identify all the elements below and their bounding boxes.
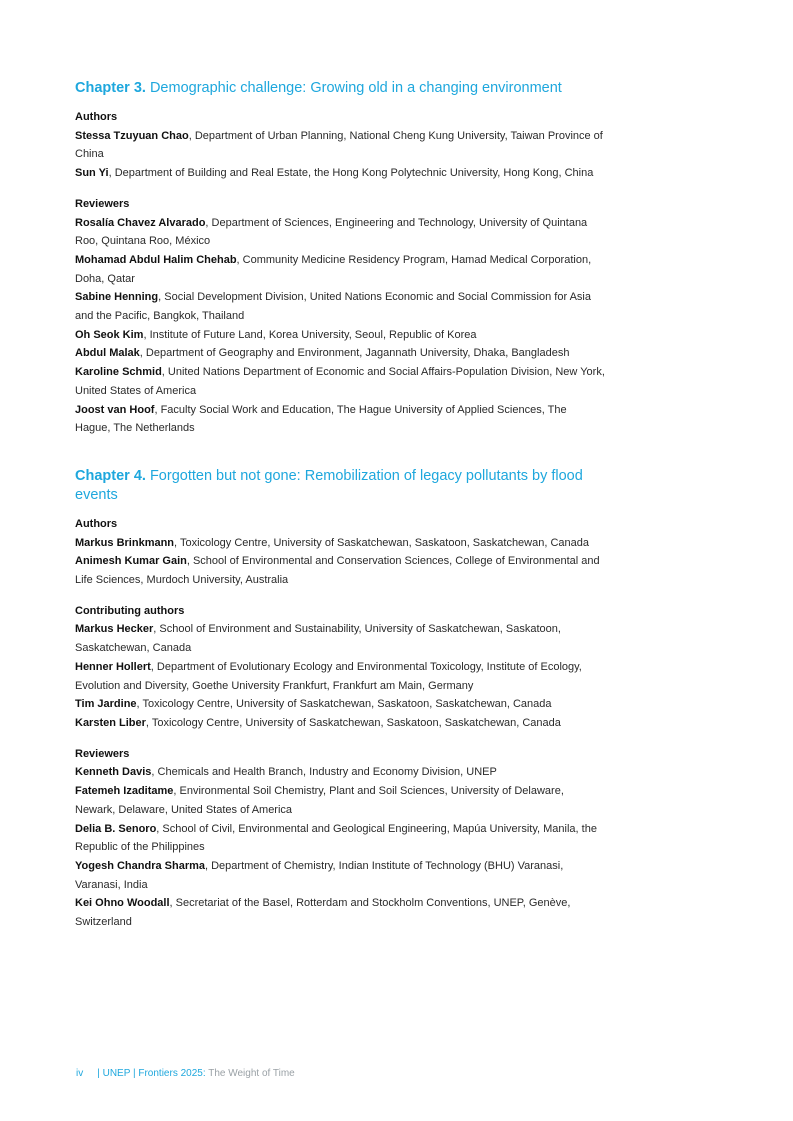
contributor-affiliation: , Toxicology Centre, University of Saskatchewan, Saskatoon, Saskatchewan, Canada (136, 698, 552, 711)
acknowledgements-content (75, 79, 605, 932)
chapter-heading-text: Demographic challenge: Growing old in a changing environment (149, 80, 562, 96)
section-spacer (75, 590, 605, 602)
chapter-list (75, 79, 605, 932)
contributor-affiliation: , Institute of Future Land, Korea University, Seoul, Republic of Korea (143, 328, 477, 341)
contributor-entry (75, 326, 605, 345)
section-label: Contributing authors (75, 604, 185, 617)
contributor-entry (75, 763, 605, 782)
contributor-name: Sun Yi (75, 167, 109, 180)
contributor-affiliation: , School of Environmental and Conservation Sciences, College of Environmental and Life Sciences, Murdoch University, Australia (75, 555, 600, 587)
contributor-name: Henner Hollert (75, 660, 151, 673)
contributor-affiliation: , School of Civil, Environmental and Geological Engineering, Mapúa University, Manila, the Republic of the Philippines (75, 822, 597, 854)
contributor-name: Kei Ohno Woodall (75, 897, 170, 910)
contributor-affiliation: , Department of Chemistry, Indian Institute of Technology (BHU) Varanasi, Varanasi, India (75, 859, 564, 891)
contributor-affiliation: , United Nations Department of Economic and Social Affairs-Population Division, New York, United States of America (75, 366, 605, 397)
contributor-affiliation: , Department of Building and Real Estate, the Hong Kong Polytechnic University, Hong Kong, China (108, 167, 594, 180)
contributor-name: Markus Hecker (75, 623, 154, 636)
contributor-entry (75, 251, 605, 288)
contributor-name: Animesh Kumar Gain (75, 555, 187, 568)
section-label: Authors (75, 517, 118, 530)
contributor-name: Markus Brinkmann (75, 536, 175, 549)
contributor-affiliation: , Department of Urban Planning, National Cheng Kung University, Taiwan Province of China (75, 129, 603, 161)
contributor-entry (75, 363, 605, 400)
contributor-entry (75, 214, 605, 251)
chapter-number: Chapter 4. (75, 467, 146, 484)
page-footer (76, 1068, 295, 1079)
section-label: Reviewers (75, 747, 130, 760)
contributor-affiliation: , Department of Evolutionary Ecology and Environmental Toxicology, Institute of Ecology, Evolution and Diversity, Goethe University Frankfurt, Frankfurt am Main, Germany (75, 660, 582, 692)
contributor-name: Mohamad Abdul Halim Chehab (75, 253, 237, 266)
footer-publication: | UNEP | Frontiers 2025: (97, 1068, 206, 1079)
contributor-name: Karsten Liber (75, 716, 146, 729)
chapter-title (75, 79, 605, 98)
contributor-name: Fatemeh Izaditame (75, 785, 174, 798)
contributor-entry (75, 401, 605, 438)
contributor-name: Karoline Schmid (75, 366, 162, 379)
contributor-entry (75, 714, 605, 733)
page-number: iv (76, 1068, 84, 1079)
contributor-affiliation: , Community Medicine Residency Program, Hamad Medical Corporation, Doha, Qatar (75, 253, 592, 285)
contributor-entry (75, 782, 605, 819)
chapter-title (75, 467, 605, 505)
footer-subtitle: The Weight of Time (205, 1068, 295, 1079)
contributor-entry (75, 695, 605, 714)
contributor-name: Stessa Tzuyuan Chao (75, 129, 189, 142)
contributor-name: Tim Jardine (75, 698, 137, 711)
contributor-affiliation: , Department of Geography and Environment, Jagannath University, Dhaka, Bangladesh (139, 347, 570, 360)
contributor-entry (75, 894, 605, 931)
contributor-entry (75, 127, 605, 164)
contributor-name: Abdul Malak (75, 347, 140, 360)
section-label: Reviewers (75, 197, 130, 210)
contributor-affiliation: , Department of Sciences, Engineering and Technology, University of Quintana Roo, Quintana Roo, México (75, 216, 588, 248)
contributor-name: Yogesh Chandra Sharma (75, 859, 205, 872)
contributor-entry (75, 552, 605, 589)
section-label: Authors (75, 111, 118, 123)
contributor-affiliation: , Toxicology Centre, University of Saskatchewan, Saskatoon, Saskatchewan, Canada (174, 536, 589, 549)
contributor-name: Oh Seok Kim (75, 328, 144, 341)
contributor-name: Rosalía Chavez Alvarado (75, 216, 206, 229)
chapter-heading-text: Forgotten but not gone: Remobilization of legacy pollutants by flood events (75, 467, 583, 503)
contributor-affiliation: , Toxicology Centre, University of Saskatchewan, Saskatoon, Saskatchewan, Canada (145, 716, 561, 729)
chapter-spacer (75, 438, 605, 467)
contributor-entry (75, 658, 605, 695)
contributor-affiliation: , Environmental Soil Chemistry, Plant and Soil Sciences, University of Delaware, Newark, Delaware, United States of America (75, 785, 564, 816)
contributor-entry (75, 620, 605, 657)
contributor-affiliation: , Secretariat of the Basel, Rotterdam and Stockholm Conventions, UNEP, Genève, Switzerland (75, 897, 571, 929)
chapter-number: Chapter 3. (75, 80, 146, 96)
section-spacer (75, 733, 605, 745)
contributor-affiliation: , Chemicals and Health Branch, Industry and Economy Division, UNEP (151, 766, 497, 779)
contributor-affiliation: , Social Development Division, United Nations Economic and Social Commission for Asia and the Pacific, Bangkok, Thailand (75, 291, 591, 323)
contributor-entry (75, 534, 605, 553)
contributor-name: Delia B. Senoro (75, 822, 157, 835)
contributor-name: Joost van Hoof (75, 403, 155, 416)
contributor-name: Sabine Henning (75, 291, 159, 304)
section-spacer (75, 183, 605, 195)
contributor-affiliation: , School of Environment and Sustainability, University of Saskatchewan, Saskatoon, Saskatchewan, Canada (75, 623, 561, 655)
contributor-affiliation: , Faculty Social Work and Education, The Hague University of Applied Sciences, The Hague, The Netherlands (75, 403, 567, 435)
contributor-entry (75, 857, 605, 894)
contributor-entry (75, 820, 605, 857)
contributor-entry (75, 288, 605, 325)
contributor-entry (75, 344, 605, 363)
contributor-name: Kenneth Davis (75, 766, 152, 779)
contributor-entry (75, 164, 605, 183)
